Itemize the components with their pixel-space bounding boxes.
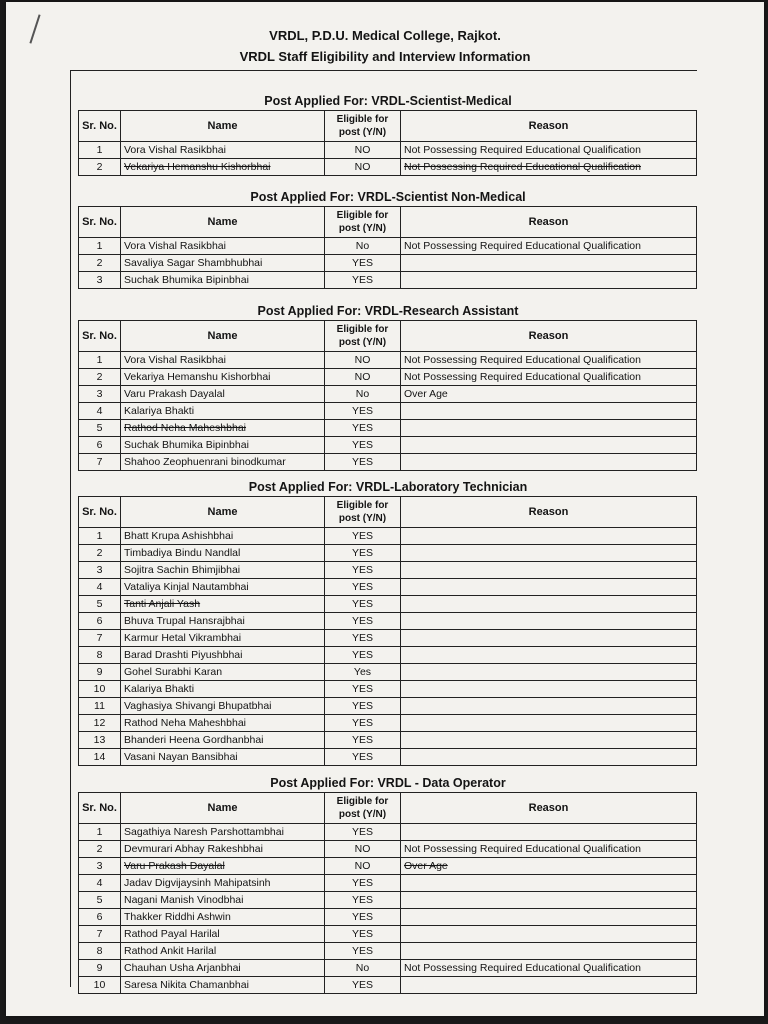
cell-reason: Not Possessing Required Educational Qualification xyxy=(401,238,697,255)
table-row xyxy=(79,698,697,715)
post-section xyxy=(78,302,698,471)
cell-reason: Not Possessing Required Educational Qualification xyxy=(401,369,697,386)
section-title: Post Applied For: VRDL-Scientist-Medical xyxy=(264,94,512,108)
cell-eligible: YES xyxy=(325,437,401,454)
cell-reason xyxy=(401,528,697,545)
cell-name: Vataliya Kinjal Nautambhai xyxy=(121,579,325,596)
document-title: VRDL, P.D.U. Medical College, Rajkot. xyxy=(269,28,501,43)
eligibility-table xyxy=(78,792,697,994)
cell-reason xyxy=(401,255,697,272)
cell-eligible: YES xyxy=(325,698,401,715)
table-row xyxy=(79,749,697,766)
column-header-sr: Sr. No. xyxy=(79,111,121,142)
cell-name: Savaliya Sagar Shambhubhai xyxy=(121,255,325,272)
table-row xyxy=(79,255,697,272)
cell-sr: 2 xyxy=(79,255,121,272)
column-header-name: Name xyxy=(121,321,325,352)
cell-sr: 3 xyxy=(79,562,121,579)
column-header-reason: Reason xyxy=(401,111,697,142)
table-row xyxy=(79,437,697,454)
cell-sr: 5 xyxy=(79,420,121,437)
post-section xyxy=(78,478,698,766)
cell-name: Suchak Bhumika Bipinbhai xyxy=(121,272,325,289)
cell-reason xyxy=(401,715,697,732)
cell-name: Tanti Anjali Yash xyxy=(121,596,325,613)
cell-sr: 7 xyxy=(79,926,121,943)
column-header-sr: Sr. No. xyxy=(79,207,121,238)
cell-reason xyxy=(401,630,697,647)
cell-eligible: YES xyxy=(325,545,401,562)
cell-sr: 1 xyxy=(79,238,121,255)
column-header-eligible: Eligible for post (Y/N) xyxy=(325,321,401,352)
cell-name: Thakker Riddhi Ashwin xyxy=(121,909,325,926)
cell-reason xyxy=(401,437,697,454)
cell-reason xyxy=(401,272,697,289)
cell-eligible: YES xyxy=(325,892,401,909)
section-title: Post Applied For: VRDL - Data Operator xyxy=(270,776,506,790)
table-row xyxy=(79,681,697,698)
cell-sr: 4 xyxy=(79,403,121,420)
cell-sr: 2 xyxy=(79,369,121,386)
cell-sr: 7 xyxy=(79,454,121,471)
cell-sr: 4 xyxy=(79,875,121,892)
cell-reason xyxy=(401,562,697,579)
cell-name: Vaghasiya Shivangi Bhupatbhai xyxy=(121,698,325,715)
column-header-eligible: Eligible for post (Y/N) xyxy=(325,793,401,824)
cell-sr: 3 xyxy=(79,386,121,403)
cell-name: Vora Vishal Rasikbhai xyxy=(121,352,325,369)
cell-name: Gohel Surabhi Karan xyxy=(121,664,325,681)
cell-name: Bhuva Trupal Hansrajbhai xyxy=(121,613,325,630)
cell-eligible: YES xyxy=(325,749,401,766)
cell-reason xyxy=(401,749,697,766)
cell-reason xyxy=(401,403,697,420)
column-header-name: Name xyxy=(121,793,325,824)
cell-eligible: YES xyxy=(325,824,401,841)
table-row xyxy=(79,977,697,994)
cell-sr: 6 xyxy=(79,909,121,926)
cell-name: Vekariya Hemanshu Kishorbhai xyxy=(121,369,325,386)
column-header-sr: Sr. No. xyxy=(79,793,121,824)
cell-name: Barad Drashti Piyushbhai xyxy=(121,647,325,664)
cell-eligible: YES xyxy=(325,647,401,664)
cell-name: Rathod Neha Maheshbhai xyxy=(121,715,325,732)
cell-eligible: YES xyxy=(325,977,401,994)
cell-sr: 2 xyxy=(79,545,121,562)
cell-reason xyxy=(401,943,697,960)
cell-sr: 12 xyxy=(79,715,121,732)
cell-eligible: YES xyxy=(325,875,401,892)
table-row xyxy=(79,715,697,732)
cell-eligible: No xyxy=(325,960,401,977)
cell-eligible: YES xyxy=(325,715,401,732)
cell-sr: 7 xyxy=(79,630,121,647)
cell-reason xyxy=(401,926,697,943)
cell-reason: Not Possessing Required Educational Qualification xyxy=(401,841,697,858)
cell-sr: 2 xyxy=(79,841,121,858)
cell-eligible: YES xyxy=(325,528,401,545)
post-section xyxy=(78,188,698,289)
cell-name: Sagathiya Naresh Parshottambhai xyxy=(121,824,325,841)
table-row xyxy=(79,630,697,647)
cell-eligible: YES xyxy=(325,420,401,437)
section-title: Post Applied For: VRDL-Scientist Non-Medical xyxy=(250,190,526,204)
cell-reason xyxy=(401,579,697,596)
cell-name: Shahoo Zeophuenrani binodkumar xyxy=(121,454,325,471)
cell-reason xyxy=(401,596,697,613)
cell-eligible: YES xyxy=(325,630,401,647)
column-header-name: Name xyxy=(121,497,325,528)
table-row xyxy=(79,596,697,613)
cell-reason: Not Possessing Required Educational Qualification xyxy=(401,142,697,159)
cell-eligible: YES xyxy=(325,255,401,272)
cell-eligible: NO xyxy=(325,142,401,159)
table-row xyxy=(79,647,697,664)
table-row xyxy=(79,858,697,875)
table-row xyxy=(79,664,697,681)
cell-sr: 10 xyxy=(79,681,121,698)
table-row xyxy=(79,562,697,579)
cell-sr: 5 xyxy=(79,596,121,613)
cell-eligible: YES xyxy=(325,562,401,579)
table-row xyxy=(79,892,697,909)
cell-reason xyxy=(401,420,697,437)
table-row xyxy=(79,528,697,545)
cell-eligible: YES xyxy=(325,732,401,749)
cell-eligible: NO xyxy=(325,369,401,386)
table-row xyxy=(79,943,697,960)
column-header-reason: Reason xyxy=(401,321,697,352)
table-row xyxy=(79,159,697,176)
cell-sr: 14 xyxy=(79,749,121,766)
cell-reason: Over Age xyxy=(401,858,697,875)
cell-eligible: YES xyxy=(325,403,401,420)
column-header-reason: Reason xyxy=(401,793,697,824)
cell-name: Kalariya Bhakti xyxy=(121,403,325,420)
cell-name: Suchak Bhumika Bipinbhai xyxy=(121,437,325,454)
cell-sr: 8 xyxy=(79,943,121,960)
table-row xyxy=(79,732,697,749)
table-row xyxy=(79,420,697,437)
table-row xyxy=(79,369,697,386)
table-row xyxy=(79,386,697,403)
cell-reason xyxy=(401,664,697,681)
cell-sr: 11 xyxy=(79,698,121,715)
cell-eligible: YES xyxy=(325,909,401,926)
cell-reason: Over Age xyxy=(401,386,697,403)
cell-eligible: YES xyxy=(325,943,401,960)
cell-name: Bhatt Krupa Ashishbhai xyxy=(121,528,325,545)
cell-reason xyxy=(401,454,697,471)
cell-name: Devmurari Abhay Rakeshbhai xyxy=(121,841,325,858)
column-header-name: Name xyxy=(121,111,325,142)
eligibility-table xyxy=(78,206,697,289)
eligibility-table xyxy=(78,110,697,176)
cell-reason xyxy=(401,892,697,909)
cell-sr: 1 xyxy=(79,142,121,159)
cell-name: Saresa Nikita Chamanbhai xyxy=(121,977,325,994)
cell-eligible: YES xyxy=(325,613,401,630)
cell-eligible: YES xyxy=(325,579,401,596)
cell-sr: 3 xyxy=(79,858,121,875)
column-header-name: Name xyxy=(121,207,325,238)
cell-eligible: No xyxy=(325,386,401,403)
column-header-eligible: Eligible for post (Y/N) xyxy=(325,207,401,238)
table-row xyxy=(79,272,697,289)
cell-sr: 1 xyxy=(79,824,121,841)
cell-sr: 1 xyxy=(79,528,121,545)
cell-eligible: YES xyxy=(325,272,401,289)
cell-reason: Not Possessing Required Educational Qualification xyxy=(401,960,697,977)
cell-reason xyxy=(401,681,697,698)
cell-eligible: YES xyxy=(325,926,401,943)
cell-eligible: NO xyxy=(325,352,401,369)
column-header-reason: Reason xyxy=(401,497,697,528)
table-row xyxy=(79,238,697,255)
cell-sr: 4 xyxy=(79,579,121,596)
cell-name: Bhanderi Heena Gordhanbhai xyxy=(121,732,325,749)
post-section xyxy=(78,774,698,994)
cell-sr: 3 xyxy=(79,272,121,289)
cell-name: Vekariya Hemanshu Kishorbhai xyxy=(121,159,325,176)
cell-sr: 6 xyxy=(79,613,121,630)
cell-sr: 1 xyxy=(79,352,121,369)
cell-sr: 6 xyxy=(79,437,121,454)
table-row xyxy=(79,909,697,926)
document-subtitle: VRDL Staff Eligibility and Interview Information xyxy=(239,49,531,64)
table-row xyxy=(79,613,697,630)
cell-reason xyxy=(401,909,697,926)
cell-sr: 13 xyxy=(79,732,121,749)
table-row xyxy=(79,579,697,596)
table-row xyxy=(79,926,697,943)
column-header-eligible: Eligible for post (Y/N) xyxy=(325,111,401,142)
cell-name: Jadav Digvijaysinh Mahipatsinh xyxy=(121,875,325,892)
table-row xyxy=(79,403,697,420)
table-row xyxy=(79,142,697,159)
cell-reason xyxy=(401,875,697,892)
cell-name: Vora Vishal Rasikbhai xyxy=(121,142,325,159)
cell-sr: 10 xyxy=(79,977,121,994)
cell-name: Sojitra Sachin Bhimjibhai xyxy=(121,562,325,579)
cell-sr: 5 xyxy=(79,892,121,909)
cell-eligible: No xyxy=(325,238,401,255)
cell-name: Varu Prakash Dayalal xyxy=(121,858,325,875)
column-header-reason: Reason xyxy=(401,207,697,238)
column-header-eligible: Eligible for post (Y/N) xyxy=(325,497,401,528)
table-row xyxy=(79,841,697,858)
table-row xyxy=(79,824,697,841)
table-row xyxy=(79,545,697,562)
eligibility-table xyxy=(78,320,697,471)
cell-eligible: NO xyxy=(325,159,401,176)
cell-reason xyxy=(401,613,697,630)
cell-name: Rathod Ankit Harilal xyxy=(121,943,325,960)
post-section xyxy=(78,92,698,176)
table-row xyxy=(79,352,697,369)
cell-reason: Not Possessing Required Educational Qualification xyxy=(401,352,697,369)
cell-eligible: Yes xyxy=(325,664,401,681)
table-row xyxy=(79,454,697,471)
cell-name: Kalariya Bhakti xyxy=(121,681,325,698)
cell-name: Varu Prakash Dayalal xyxy=(121,386,325,403)
cell-name: Timbadiya Bindu Nandlal xyxy=(121,545,325,562)
cell-eligible: NO xyxy=(325,841,401,858)
cell-name: Rathod Neha Maheshbhai xyxy=(121,420,325,437)
cell-sr: 9 xyxy=(79,664,121,681)
table-row xyxy=(79,960,697,977)
cell-name: Rathod Payal Harilal xyxy=(121,926,325,943)
cell-reason xyxy=(401,977,697,994)
cell-eligible: YES xyxy=(325,454,401,471)
cell-sr: 9 xyxy=(79,960,121,977)
cell-name: Chauhan Usha Arjanbhai xyxy=(121,960,325,977)
cell-eligible: YES xyxy=(325,596,401,613)
cell-name: Nagani Manish Vinodbhai xyxy=(121,892,325,909)
cell-reason xyxy=(401,647,697,664)
cell-name: Karmur Hetal Vikrambhai xyxy=(121,630,325,647)
table-row xyxy=(79,875,697,892)
cell-reason: Not Possessing Required Educational Qualification xyxy=(401,159,697,176)
cell-reason xyxy=(401,545,697,562)
cell-sr: 2 xyxy=(79,159,121,176)
cell-reason xyxy=(401,824,697,841)
column-header-sr: Sr. No. xyxy=(79,497,121,528)
cell-reason xyxy=(401,698,697,715)
cell-sr: 8 xyxy=(79,647,121,664)
section-title: Post Applied For: VRDL-Laboratory Technician xyxy=(248,480,528,494)
cell-eligible: NO xyxy=(325,858,401,875)
cell-reason xyxy=(401,732,697,749)
section-title: Post Applied For: VRDL-Research Assistant xyxy=(257,304,519,318)
eligibility-table xyxy=(78,496,697,766)
column-header-sr: Sr. No. xyxy=(79,321,121,352)
cell-eligible: YES xyxy=(325,681,401,698)
cell-name: Vasani Nayan Bansibhai xyxy=(121,749,325,766)
cell-name: Vora Vishal Rasikbhai xyxy=(121,238,325,255)
